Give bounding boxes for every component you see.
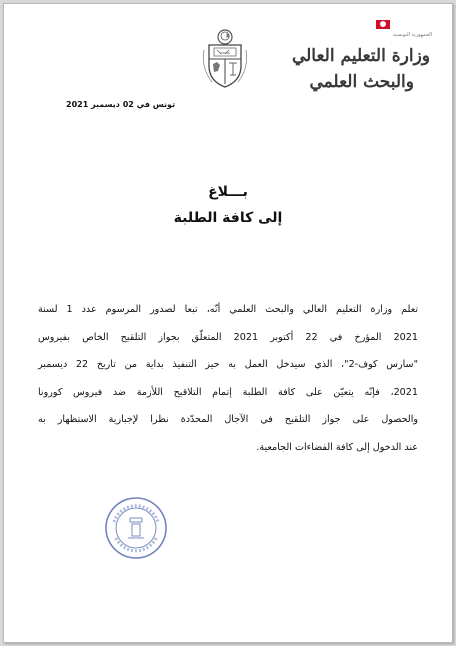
body-line: تعلم وزارة التعليم العالي والبحث العلمي أنّه، تبعا لصدور المرسوم عدد 1 لسنة: [38, 304, 419, 315]
ministry-name-line1: وزارة التعليم العالي: [291, 46, 430, 66]
notice-addressee: إلى كافة الطلبة: [173, 210, 283, 226]
tunisia-flag-icon: [376, 20, 390, 29]
notice-body: [38, 296, 418, 461]
body-line: والحصول على جواز التلقيح في الآجال المحدّدة نظرا لإجبارية الاستظهار به: [38, 414, 418, 425]
notice-title: بـــلاغ: [208, 184, 248, 200]
document-page: [3, 3, 453, 643]
official-stamp-icon: [104, 496, 168, 560]
body-line: 2021، فإنّه يتعيّن على كافة الطلبة إتمام التلاقيح اللأزمة ضد فيروس كورونا: [38, 386, 418, 398]
republic-label: الجمهورية التونسية: [392, 32, 432, 38]
coat-of-arms-icon: [200, 28, 250, 90]
body-line: "سارس كوف-2"، الذي سيدخل العمل به حيز التنفيذ بداية من تاريخ 22 ديسمبر: [38, 359, 418, 370]
ministry-name-line2: والبحث العلمي: [309, 72, 414, 92]
body-line: 2021 المؤرخ في 22 أكتوبر 2021 المتعلّق بجواز التلقيح الخاص بفيروس: [38, 331, 418, 343]
document-date: تونس في 02 ديسمبر 2021: [66, 100, 176, 109]
body-line: عند الدخول إلى كافة الفضاءات الجامعية.: [256, 441, 418, 453]
